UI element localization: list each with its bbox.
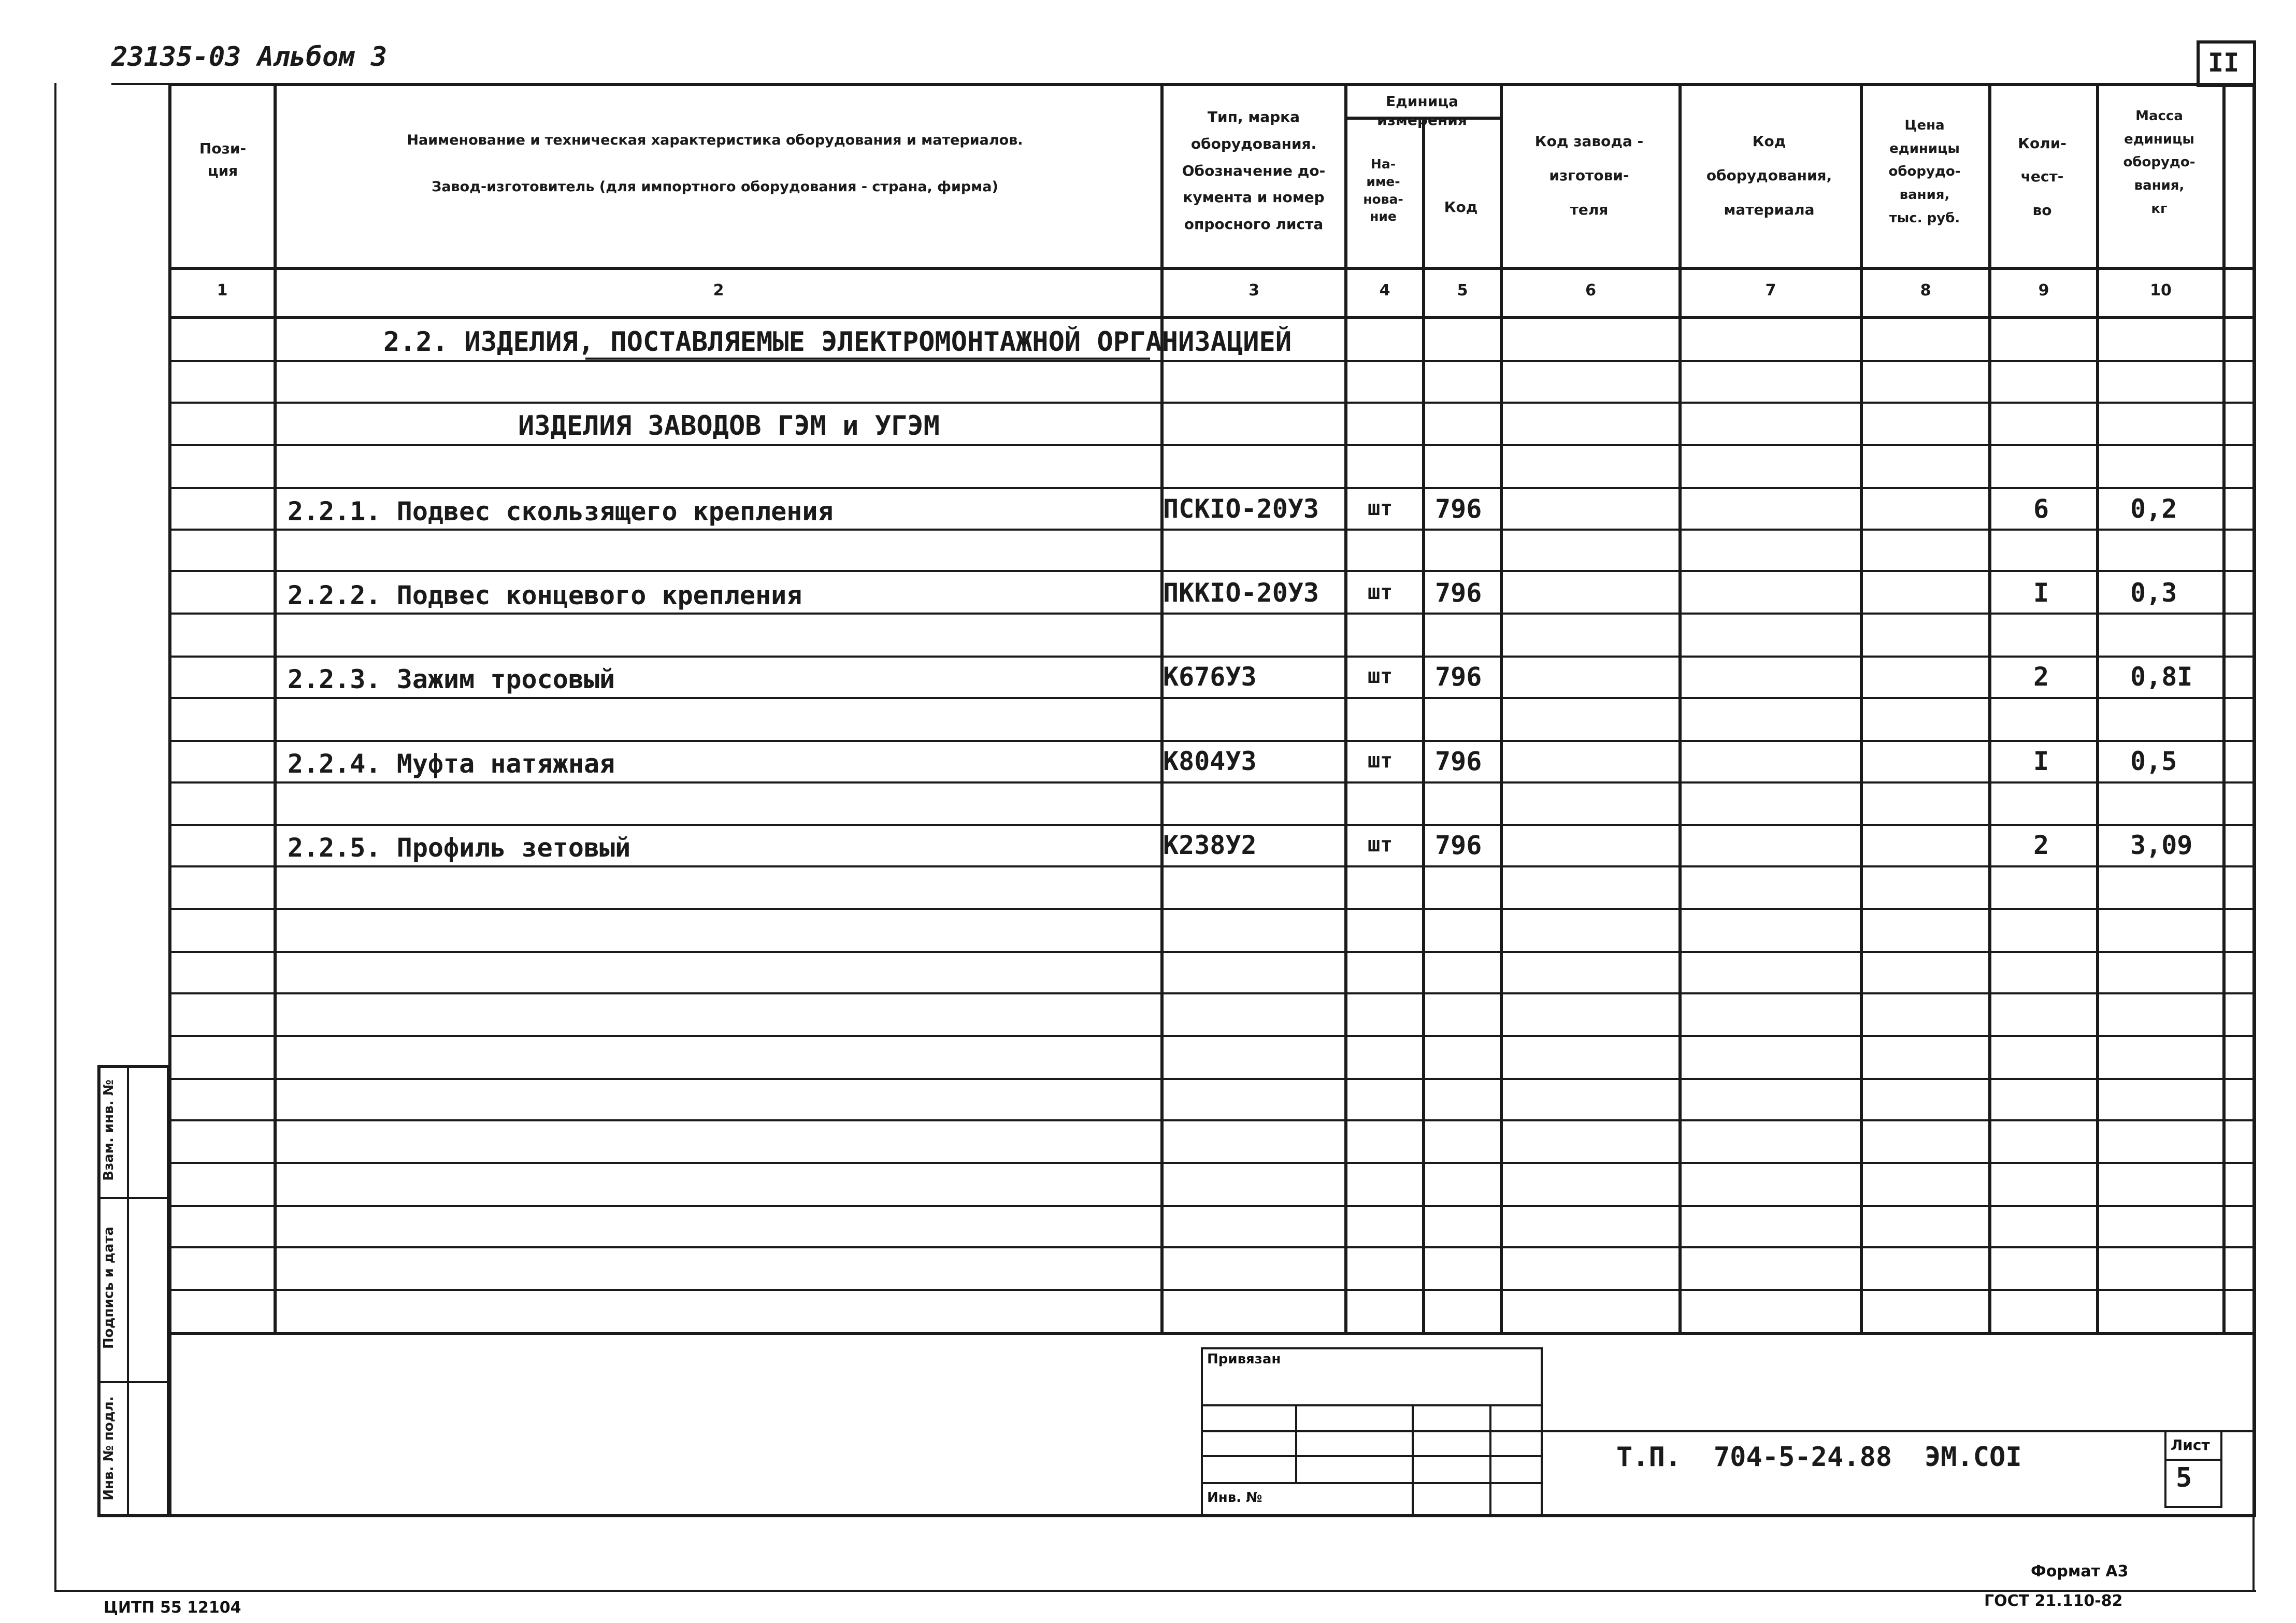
col-header-factory-code: Код завода - изготови- теля (1534, 133, 1644, 218)
outer-border-top (111, 83, 2256, 85)
item-quantity: I (2033, 578, 2049, 608)
row-line (168, 1246, 2256, 1248)
item-type: ПККIО-20У3 (1163, 578, 1319, 608)
row-line (168, 1078, 2256, 1080)
item-unit-code: 796 (1435, 662, 1482, 692)
item-name: 2.2.1. Подвес скользящего крепления (288, 496, 834, 526)
col-number-6: 6 (1585, 281, 1596, 300)
item-unit: шт (1368, 580, 1393, 604)
row-line (168, 360, 2256, 362)
row-line (168, 908, 2256, 910)
item-type: К238У2 (1163, 830, 1257, 860)
section-title-underline (585, 358, 1150, 360)
item-unit: шт (1368, 664, 1393, 688)
title-block-top-line (1543, 1430, 2256, 1432)
section-subtitle: ИЗДЕЛИЯ ЗАВОДОВ ГЭМ и УГЭМ (518, 410, 940, 442)
row-line (168, 1289, 2256, 1291)
col-line-2 (1160, 83, 1164, 1332)
side-stamp-divider (127, 1065, 129, 1517)
item-unit: шт (1368, 833, 1393, 857)
footer-left-code: ЦИТП 55 12104 (104, 1599, 241, 1617)
col-number-7: 7 (1765, 281, 1776, 300)
col-line-9 (2096, 83, 2099, 1332)
col-line-1 (274, 83, 277, 1332)
side-label-inv: Инв. № подл. (101, 1396, 117, 1501)
col-number-3: 3 (1249, 281, 1259, 300)
row-line (168, 444, 2256, 446)
stamp-vline (1489, 1404, 1491, 1517)
col-number-9: 9 (2038, 281, 2049, 300)
col-header-unit-name: На- име- нова- ние (1363, 156, 1403, 224)
footer-format: Формат А3 (2031, 1562, 2129, 1581)
item-name: 2.2.2. Подвес концевого крепления (288, 580, 802, 610)
col-line-7 (1860, 83, 1863, 1332)
stamp-vline (1295, 1404, 1297, 1482)
section-title: 2.2. ИЗДЕЛИЯ, ПОСТАВЛЯЕМЫЕ ЭЛЕКТРОМОНТАЖНОЙ ОРГАНИЗАЦИЕЙ (383, 326, 1292, 358)
item-unit-code: 796 (1435, 494, 1482, 524)
item-type: К804У3 (1163, 746, 1257, 776)
col-line-5 (1500, 83, 1503, 1332)
stamp-vline (1412, 1404, 1414, 1517)
item-unit-code: 796 (1435, 578, 1482, 608)
number-row-bottom-line (168, 316, 2256, 319)
header-bottom-line (168, 267, 2256, 270)
item-quantity: 6 (2033, 494, 2049, 524)
row-line (168, 697, 2256, 699)
row-line (168, 656, 2256, 658)
col-line-8 (1988, 83, 1991, 1332)
item-mass: 0,5 (2130, 746, 2177, 776)
row-line (168, 824, 2256, 826)
col-header-name-line1: Наименование и техническая характеристика оборудования и материалов. (407, 132, 1023, 148)
item-mass: 0,8I (2130, 662, 2193, 692)
col-number-2: 2 (713, 281, 724, 300)
item-quantity: 2 (2033, 662, 2049, 692)
privyazan-label: Привязан (1207, 1351, 1281, 1367)
row-line (168, 1205, 2256, 1207)
sheet-label: Лист (2171, 1436, 2210, 1454)
col-header-unit-group: Единица измерения (1377, 93, 1467, 129)
item-unit-code: 796 (1435, 746, 1482, 776)
row-line (168, 865, 2256, 867)
stamp-line (1201, 1404, 1543, 1406)
item-unit: шт (1368, 749, 1393, 773)
item-quantity: 2 (2033, 830, 2049, 860)
item-type: ПСКIО-20У3 (1163, 494, 1319, 524)
album-label: 23135-03 Альбом 3 (111, 41, 388, 73)
col-header-position: Пози- ция (199, 140, 247, 180)
row-line (168, 1162, 2256, 1164)
sheet-number-divider (2164, 1459, 2222, 1461)
item-name: 2.2.3. Зажим тросовый (288, 664, 615, 694)
row-line (168, 613, 2256, 615)
outer-border-right (2252, 83, 2255, 1591)
col-header-unit-code: Код (1444, 198, 1478, 216)
item-type: К676У3 (1163, 662, 1257, 692)
item-unit: шт (1368, 496, 1393, 520)
row-line (168, 402, 2256, 404)
inv-no-label: Инв. № (1207, 1490, 1262, 1505)
side-label-podpis: Подпись и дата (101, 1226, 117, 1349)
item-name: 2.2.4. Муфта натяжная (288, 749, 615, 779)
stamp-line (1201, 1482, 1543, 1484)
row-line (168, 740, 2256, 742)
row-line (168, 951, 2256, 953)
item-mass: 0,2 (2130, 494, 2177, 524)
row-line (168, 529, 2256, 531)
item-mass: 0,3 (2130, 578, 2177, 608)
row-line (168, 487, 2256, 489)
sheet-number: 5 (2176, 1462, 2192, 1493)
col-number-1: 1 (217, 281, 228, 300)
item-name: 2.2.5. Профиль зетовый (288, 833, 631, 863)
col-header-name-line2: Завод-изготовитель (для импортного оборудования - страна, фирма) (432, 179, 998, 195)
table-body-bottom-line (168, 1332, 2256, 1335)
stamp-line (1201, 1455, 1543, 1457)
col-header-equipment-code: Код оборудования, материала (1706, 133, 1832, 218)
col-header-price: Цена единицы оборудо- вания, тыс. руб. (1888, 118, 1961, 226)
document-code: Т.П. 704-5-24.88 ЭМ.СОI (1616, 1442, 2022, 1473)
row-line (168, 781, 2256, 784)
item-quantity: I (2033, 746, 2049, 776)
col-line-3 (1344, 83, 1347, 1332)
col-number-10: 10 (2150, 281, 2172, 300)
col-header-type: Тип, марка оборудования. Обозначение до- кумента и номер опросного листа (1182, 108, 1326, 233)
col-header-quantity: Коли- чест- во (2018, 135, 2067, 219)
outer-border-left (54, 83, 56, 1591)
col-line-10 (2222, 83, 2226, 1332)
side-label-vzam: Взам. инв. № (101, 1079, 117, 1181)
item-unit-code: 796 (1435, 830, 1482, 860)
col-line-6 (1678, 83, 1682, 1332)
row-line (168, 1035, 2256, 1037)
row-line (168, 570, 2256, 572)
footer-gost: ГОСТ 21.110-82 (1984, 1592, 2123, 1610)
col-header-mass: Масса единицы оборудо- вания, кг (2123, 108, 2195, 217)
corner-sheet-number: II (2208, 48, 2240, 78)
col-number-5: 5 (1457, 281, 1468, 300)
row-line (168, 992, 2256, 994)
outer-border-bottom (54, 1590, 2256, 1592)
row-line (168, 1119, 2256, 1121)
col-number-8: 8 (1920, 281, 1931, 300)
col-number-4: 4 (1379, 281, 1390, 300)
stamp-line (1201, 1430, 1543, 1432)
item-mass: 3,09 (2130, 830, 2193, 860)
